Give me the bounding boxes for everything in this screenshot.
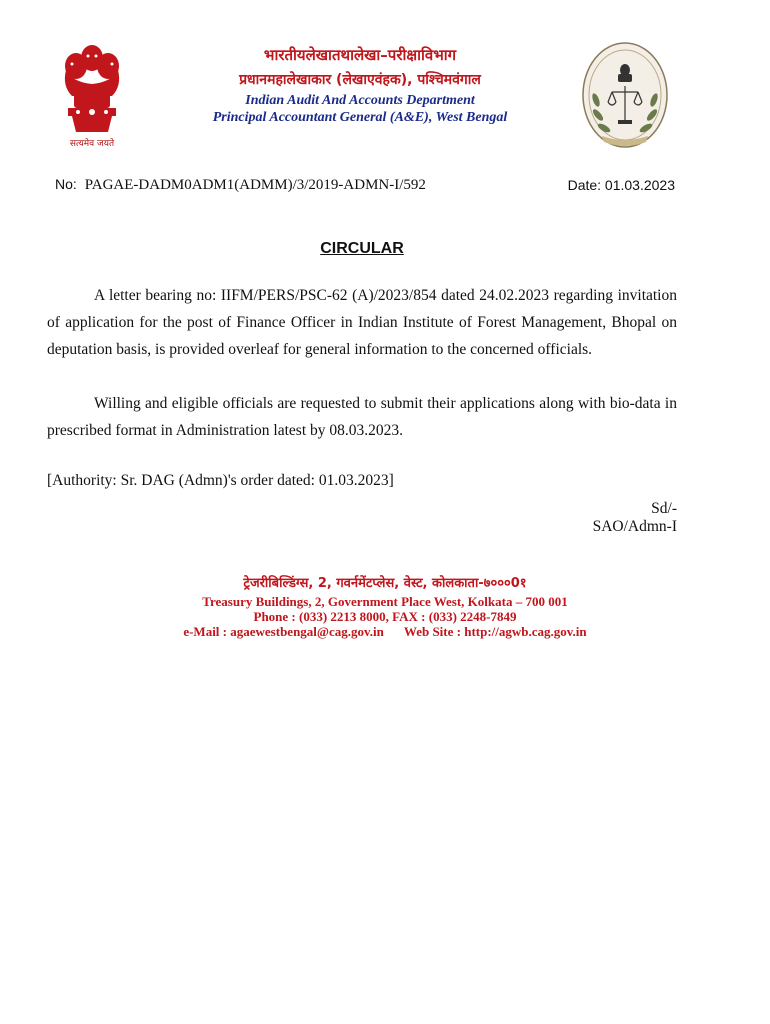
- header-english-office: Principal Accountant General (A&E), West Bengal: [212, 110, 508, 125]
- footer-address: Treasury Buildings, 2, Government Place West, Kolkata – 700 001: [202, 594, 568, 609]
- cag-seal-icon: [580, 40, 670, 150]
- reference-number: [55, 176, 426, 194]
- footer-email: e-Mail : agaewestbengal@cag.gov.in: [183, 624, 384, 639]
- body-paragraph-2: Willing and eligible officials are requested to submit their applications along with bio-data in prescribed format in Administration latest by 08.03.2023.: [47, 395, 677, 439]
- header-hindi-department: भारतीयलेखातथालेखा–परीक्षाविभाग: [263, 46, 457, 64]
- body-paragraph-1: A letter bearing no: IIFM/PERS/PSC-62 (A)/2023/854 dated 24.02.2023 regarding invitation of application for the post of Finance Officer in Indian Institute of Forest Management, Bhopal on deputation basis, is provided overleaf for general information to the concerned officials.: [47, 287, 677, 358]
- authority-line: [Authority: Sr. DAG (Admn)'s order dated: 01.03.2023]: [47, 472, 394, 489]
- header-hindi-office: प्रधानमहालेखाकार (लेखाएवंहक), पश्चिमवंगाल: [239, 72, 481, 88]
- circular-date: Date: 01.03.2023: [567, 177, 675, 193]
- reference-number-label: No:: [55, 176, 77, 192]
- emblem-motto: सत्यमेव जयते: [69, 139, 115, 149]
- reference-number-value: PAGAE-DADM0ADM1(ADMM)/3/2019-ADMN-I/592: [84, 177, 426, 193]
- signature-sd: Sd/-: [651, 500, 677, 517]
- footer-phone: Phone : (033) 2213 8000, FAX : (033) 2248-7849: [253, 609, 517, 624]
- footer-website: Web Site : http://agwb.cag.gov.in: [403, 624, 587, 639]
- header-english-department: Indian Audit And Accounts Department: [245, 93, 475, 108]
- footer-contact: [0, 624, 770, 640]
- signature-designation: SAO/Admn-I: [592, 518, 677, 535]
- circular-title: CIRCULAR: [320, 240, 404, 257]
- footer-hindi-address: ट्रेजरीबिल्डिंग्स, 2, गवर्नमेंटप्लेस, वेस्ट, कोलकाता-७०००0१: [243, 576, 527, 591]
- national-emblem-icon: [52, 40, 132, 152]
